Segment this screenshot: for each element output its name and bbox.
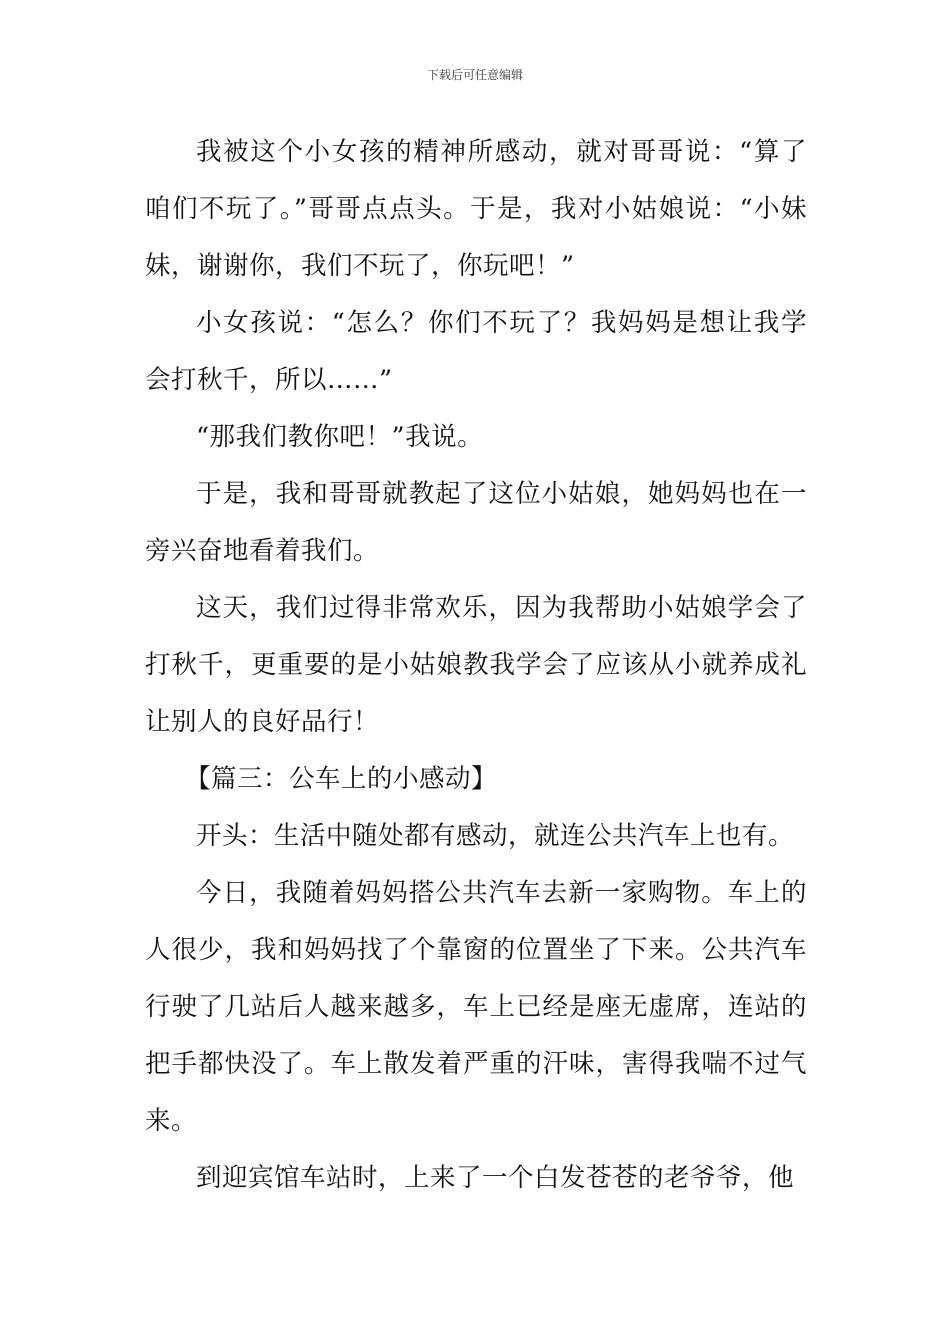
paragraph: 于是，我和哥哥就教起了这位小姑娘，她妈妈也在一旁兴奋地看着我们。	[145, 479, 807, 566]
paragraph: “那我们教你吧！”我说。	[196, 422, 484, 452]
paragraph: 到迎宾馆车站时，上来了一个白发苍苍的老爷爷，他	[196, 1163, 795, 1193]
paragraph: 这天，我们过得非常欢乐，因为我帮助小姑娘学会了打秋千，更重要的是小姑娘教我学会了应该从小就养成礼让别人的良好品行！	[145, 593, 807, 737]
paragraph: 今日，我随着妈妈搭公共汽车去新一家购物。车上的人很少，我和妈妈找了个靠窗的位置坐了下来。公共汽车行驶了几站后人越来越多，车上已经是座无虚席，连站的把手都快没了。车上散发着严重的汗味，害得我喘不过气来。	[145, 878, 807, 1136]
page-header: 下载后可任意编辑	[426, 68, 523, 82]
paragraph: 小女孩说：“怎么？你们不玩了？我妈妈是想让我学会打秋千，所以……”	[145, 308, 807, 395]
paragraph: 我被这个小女孩的精神所感动，就对哥哥说：“算了咱们不玩了。”哥哥点点头。于是，我对小姑娘说：“小妹妹，谢谢你，我们不玩了，你玩吧！”	[145, 137, 807, 281]
document-body	[145, 124, 807, 1207]
paragraph: 开头：生活中随处都有感动，就连公共汽车上也有。	[196, 821, 795, 851]
section-heading: 【篇三：公车上的小感动】	[185, 764, 498, 794]
